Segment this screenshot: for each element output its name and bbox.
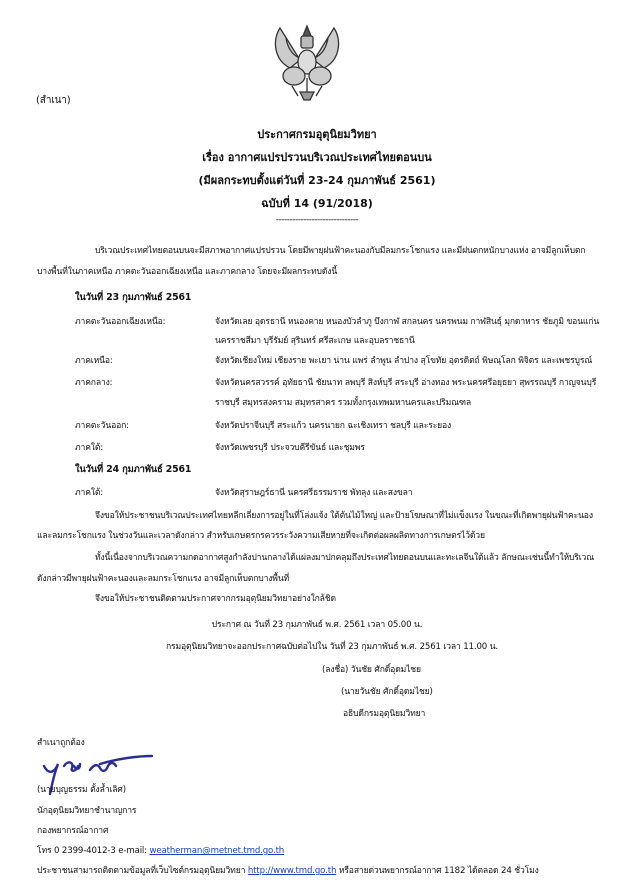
cause-paragraph-line-2: ดังกล่าวมีพายุฝนฟ้าคะนองและลมกระโชกแรง อาจมีลูกเห็บตกบางพื้นที่ bbox=[37, 574, 290, 584]
region-provinces-northeast-line-2: นครราชสีมา บุรีรัมย์ สุรินทร์ ศรีสะเกษ และอุบลราชธานี bbox=[215, 336, 415, 346]
certifier-department: กองพยากรณ์อากาศ bbox=[37, 826, 109, 836]
region-label-east: ภาคตะวันออก: bbox=[75, 421, 129, 431]
email-link[interactable]: weatherman@metnet.tmd.go.th bbox=[149, 846, 285, 856]
website-link[interactable]: http://www.tmd.go.th bbox=[247, 866, 337, 876]
public-info-suffix: หรือสายด่วนพยากรณ์อากาศ 1182 ได้ตลอด 24 ชั่วโมง bbox=[336, 866, 539, 876]
region-provinces-east: จังหวัดปราจีนบุรี สระแก้ว นครนายก ฉะเชิงเทรา ชลบุรี และระยอง bbox=[215, 421, 452, 431]
intro-paragraph-line-2: บางพื้นที่ในภาคเหนือ ภาคตะวันออกเฉียงเหนือ และภาคกลาง โดยจะมีผลกระทบดังนี้ bbox=[37, 267, 338, 277]
region-label-northeast: ภาคตะวันออกเฉียงเหนือ: bbox=[75, 317, 166, 327]
copy-mark: (สำเนา) bbox=[36, 95, 71, 106]
advice-paragraph-line-2: และลมกระโชกแรง ในช่วงวันและเวลาดังกล่าว สำหรับเกษตรกรควรระวังความเสียหายที่จะเกิดต่อผลผลิตทางการเกษตรไว้ด้วย bbox=[37, 531, 485, 541]
separator-line: ------------------------------ bbox=[275, 215, 359, 225]
public-info-prefix: ประชาชนสามารถติดตามข้อมูลที่เว็บไซต์กรมอุตุนิยมวิทยา bbox=[37, 866, 248, 876]
announcement-title: ประกาศกรมอุตุนิยมวิทยา bbox=[257, 128, 377, 141]
cause-paragraph-line-1: ทั้งนี้เนื่องจากบริเวณความกดอากาศสูงกำลังปานกลางได้แผ่ลงมาปกคลุมถึงประเทศไทยตอนบนและทะเลจีนใต้แล้ว ลักษณะเช่นนี้ทำให้บริเวณ bbox=[95, 553, 595, 563]
day1-heading: ในวันที่ 23 กุมภาพันธ์ 2561 bbox=[75, 292, 192, 303]
certifier-name: (นายบุญธรรม ตั้งล้ำเลิศ) bbox=[37, 785, 126, 795]
announcement-effective-dates: (มีผลกระทบตั้งแต่วันที่ 23-24 กุมภาพันธ์ 2561) bbox=[198, 174, 436, 187]
region-provinces-central-line-1: จังหวัดนครสวรรค์ อุทัยธานี ชัยนาท ลพบุรี สิงห์บุรี สระบุรี อ่างทอง พระนครศรีอยุธยา สุพรรณบุรี กาญจนบุรี bbox=[215, 378, 597, 388]
announcement-subject: เรื่อง อากาศแปรปรวนบริเวณประเทศไทยตอนบน bbox=[202, 151, 432, 164]
region-provinces-south-day2: จังหวัดสุราษฎร์ธานี นครศรีธรรมราช พัทลุง และสงขลา bbox=[215, 488, 413, 498]
region-provinces-north: จังหวัดเชียงใหม่ เชียงราย พะเยา น่าน แพร่ ลำพูน ลำปาง สุโขทัย อุตรดิตถ์ พิษณุโลก พิจิตร และเพชรบูรณ์ bbox=[215, 356, 593, 366]
garuda-emblem-icon bbox=[262, 20, 352, 102]
region-label-central: ภาคกลาง: bbox=[75, 378, 113, 388]
phone-text: โทร 0 2399-4012-3 e-mail: bbox=[37, 846, 150, 856]
signed-line: (ลงชื่อ) วันชัย ศักดิ์อุดมไชย bbox=[322, 665, 421, 675]
signatory-title: อธิบดีกรมอุตุนิยมวิทยา bbox=[343, 709, 426, 719]
certifier-position: นักอุตุนิยมวิทยาชำนาญการ bbox=[37, 806, 137, 816]
next-issue-datetime: กรมอุตุนิยมวิทยาจะออกประกาศฉบับต่อไปใน วันที่ 23 กุมภาพันธ์ พ.ศ. 2561 เวลา 11.00 น. bbox=[165, 642, 499, 652]
day2-heading: ในวันที่ 24 กุมภาพันธ์ 2561 bbox=[75, 464, 192, 475]
contact-line bbox=[37, 843, 284, 857]
region-provinces-central-line-2: ราชบุรี สมุทรสงคราม สมุทรสาคร รวมทั้งกรุงเทพมหานครและปริมณฑล bbox=[215, 398, 472, 408]
advice-paragraph-line-1: จึงขอให้ประชาชนบริเวณประเทศไทยหลีกเลี่ยงการอยู่ในที่โล่งแจ้ง ใต้ต้นไม้ใหญ่ และป้ายโฆษณาที่ไม่แข็งแรง ในขณะที่เกิดพายุฝนฟ้าคะนอง bbox=[95, 511, 593, 521]
region-label-south: ภาคใต้: bbox=[75, 443, 104, 453]
region-provinces-northeast-line-1: จังหวัดเลย อุดรธานี หนองคาย หนองบัวลำภู บึงกาฬ สกลนคร นครพนม กาฬสินธุ์ มุกดาหาร ชัยภูมิ ขอนแก่น bbox=[215, 317, 600, 327]
issued-datetime: ประกาศ ณ วันที่ 23 กุมภาพันธ์ พ.ศ. 2561 เวลา 05.00 น. bbox=[211, 620, 423, 630]
certified-copy-label: สำเนาถูกต้อง bbox=[37, 738, 85, 748]
region-provinces-south: จังหวัดเพชรบุรี ประจวบคีรีขันธ์ และชุมพร bbox=[215, 443, 365, 453]
follow-paragraph: จึงขอให้ประชาชนติดตามประกาศจากกรมอุตุนิยมวิทยาอย่างใกล้ชิด bbox=[95, 594, 336, 604]
announcement-issue-number: ฉบับที่ 14 (91/2018) bbox=[261, 197, 373, 210]
region-label-north: ภาคเหนือ: bbox=[75, 356, 113, 366]
intro-paragraph-line-1: บริเวณประเทศไทยตอนบนจะมีสภาพอากาศแปรปรวน โดยมีพายุฝนฟ้าคะนองกับมีลมกระโชกแรง และมีฝนตกหนักบางแห่ง อาจมีลูกเห็บตก bbox=[95, 246, 586, 256]
region-label-south-day2: ภาคใต้: bbox=[75, 488, 104, 498]
public-info-line bbox=[37, 863, 539, 877]
signatory-name: (นายวันชัย ศักดิ์อุดมไชย) bbox=[341, 687, 433, 697]
